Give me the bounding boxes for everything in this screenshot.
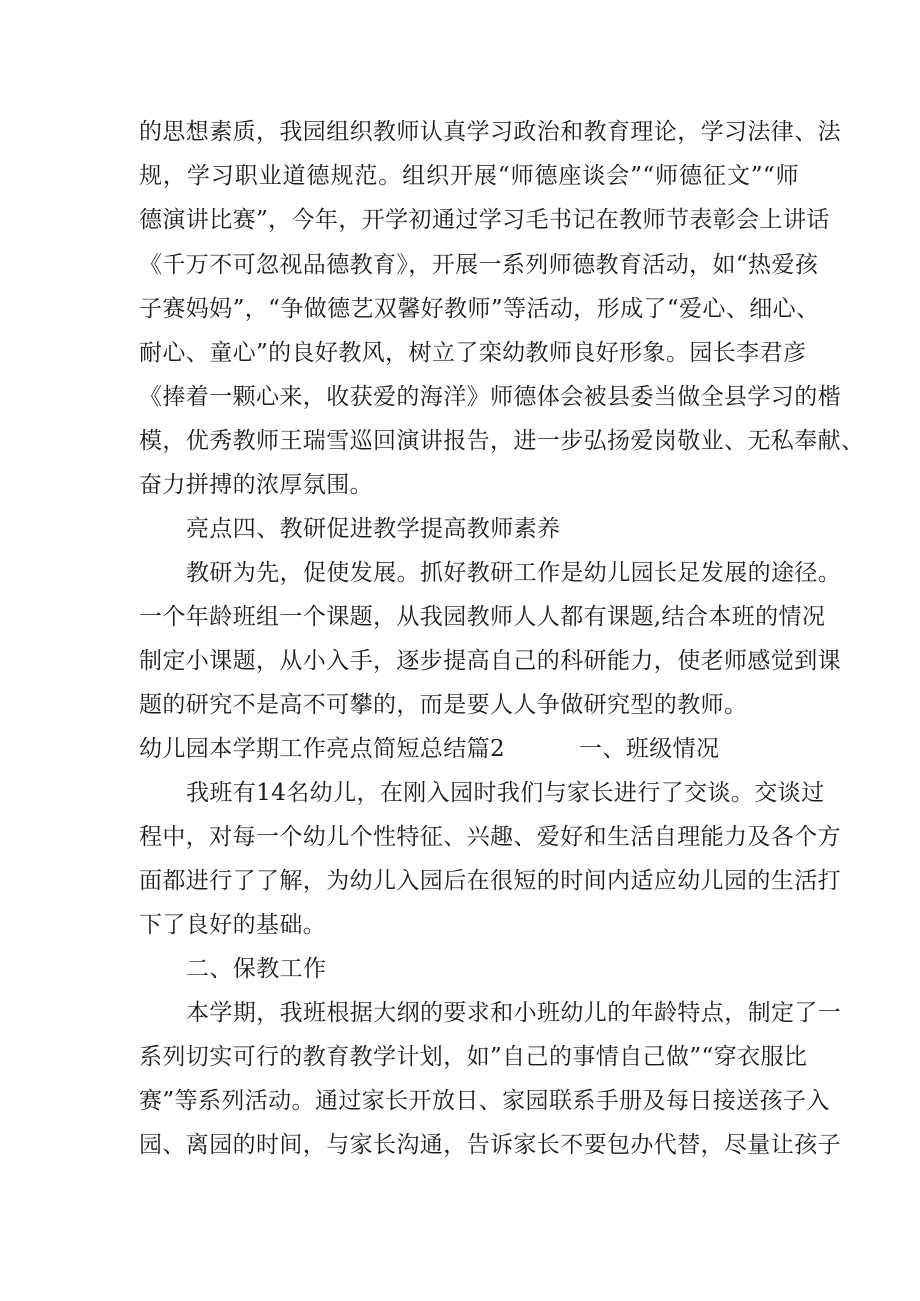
article-title: 幼儿园本学期工作亮点简短总结篇2 [139, 736, 506, 762]
text-line: 系列切实可行的教育教学计划，如”自己的事情自己做”“穿衣服比 [139, 1044, 808, 1070]
text-line: 我班有14名幼儿，在刚入园时我们与家长进行了交谈。交谈过 [186, 780, 825, 806]
text-line: 本学期，我班根据大纲的要求和小班幼儿的年龄特点，制定了一 [186, 1000, 842, 1026]
text-line: 奋力拼搏的浓厚氛围。 [139, 472, 373, 498]
text-line: 耐心、童心”的良好教风，树立了栾幼教师良好形象。园长李君彦 [139, 340, 807, 366]
text-line: 《捧着一颗心来，收获爱的海洋》师德体会被县委当做全县学习的楷 [139, 384, 841, 410]
text-line: 赛”等系列活动。通过家长开放日、家园联系手册及每日接送孩子入 [139, 1088, 830, 1114]
text-line: 程中，对每一个幼儿个性特征、兴趣、爱好和生活自理能力及各个方 [139, 824, 841, 850]
section-heading: 一、班级情况 [579, 736, 720, 762]
text-line: 的思想素质，我园组织教师认真学习政治和教育理论，学习法律、法 [139, 119, 841, 145]
text-line: 规，学习职业道德规范。组织开展“师德座谈会”“师德征文”“师 [139, 163, 799, 189]
text-line: 园、离园的时间，与家长沟通，告诉家长不要包办代替，尽量让孩子 [139, 1132, 841, 1158]
text-line: 《千万不可忽视品德教育》，开展一系列师德教育活动，如“热爱孩 [139, 252, 819, 278]
text-line: 子赛妈妈”，“争做德艺双馨好教师”等活动，形成了“爱心、细心、 [139, 296, 820, 322]
text-line: 面都进行了了解，为幼儿入园后在很短的时间内适应幼儿园的生活打 [139, 868, 841, 894]
section-heading: 亮点四、教研促进教学提高教师素养 [186, 516, 561, 542]
text-line: 一个年龄班组一个课题，从我园教师人人都有课题,结合本班的情况 [139, 604, 826, 630]
text-line: 模，优秀教师王瑞雪巡回演讲报告，进一步弘扬爱岗敬业、无私奉献、 [139, 428, 865, 454]
text-line: 制定小课题，从小入手，逐步提高自己的科研能力，使老师感觉到课 [139, 648, 841, 674]
text-line: 德演讲比赛”，今年，开学初通过学习毛书记在教师节表彰会上讲话 [139, 207, 830, 233]
text-line: 题的研究不是高不可攀的，而是要人人争做研究型的教师。 [139, 692, 748, 718]
section-heading: 二、保教工作 [186, 956, 327, 982]
text-line: 下了良好的基础。 [139, 912, 327, 938]
text-line: 教研为先，促使发展。抓好教研工作是幼儿园长足发展的途径。 [186, 560, 842, 586]
title-row [139, 735, 799, 763]
